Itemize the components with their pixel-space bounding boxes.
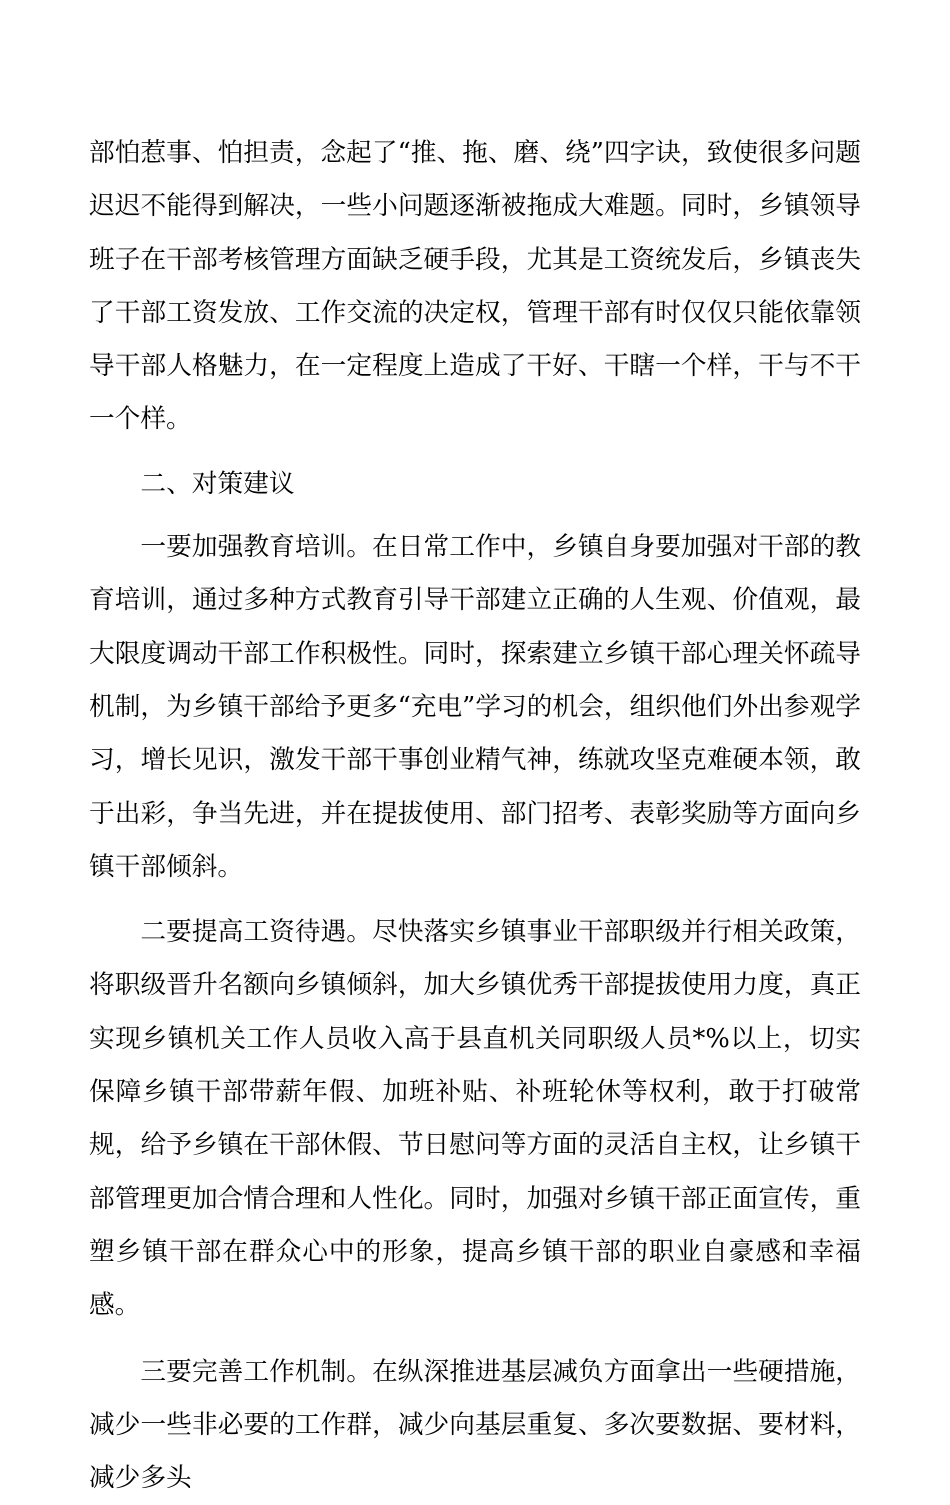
document-page [89,127,861,1505]
paragraph-salary: 二要提高工资待遇。尽快落实乡镇事业干部职级并行相关政策，将职级晋升名额向乡镇倾斜，加大乡镇优秀干部提拔使用力度，真正实现乡镇机关工作人员收入高于县直机关同职级人员*%以上，切实保障乡镇干部带薪年假、加班补贴、补班轮休等权利，敢于打破常规，给予乡镇在干部休假、节日慰问等方面的灵活自主权，让乡镇干部管理更加合情合理和人性化。同时，加强对乡镇干部正面宣传，重塑乡镇干部在群众心中的形象，提高乡镇干部的职业自豪感和幸福感。 [89,917,861,1321]
paragraph-work-mechanism: 三要完善工作机制。在纵深推进基层减负方面拿出一些硬措施，减少一些非必要的工作群，减少向基层重复、多次要数据、要材料，减少多头 [89,1356,861,1494]
paragraph-continuation: 部怕惹事、怕担责，念起了“推、拖、磨、绕”四字诀，致使很多问题迟迟不能得到解决，一些小问题逐渐被拖成大难题。同时，乡镇领导班子在干部考核管理方面缺乏硬手段，尤其是工资统发后，乡镇丧失了干部工资发放、工作交流的决定权，管理干部有时仅仅只能依靠领导干部人格魅力，在一定程度上造成了干好、干瞎一个样，干与不干一个样。 [89,138,861,435]
paragraph-education-training: 一要加强教育培训。在日常工作中，乡镇自身要加强对干部的教育培训，通过多种方式教育引导干部建立正确的人生观、价值观，最大限度调动干部工作积极性。同时，探索建立乡镇干部心理关怀疏导机制，为乡镇干部给予更多“充电”学习的机会，组织他们外出参观学习，增长见识，激发干部干事创业精气神，练就攻坚克难硬本领，敢于出彩，争当先进，并在提拔使用、部门招考、表彰奖励等方面向乡镇干部倾斜。 [89,532,861,882]
section-heading: 二、对策建议 [140,468,295,499]
